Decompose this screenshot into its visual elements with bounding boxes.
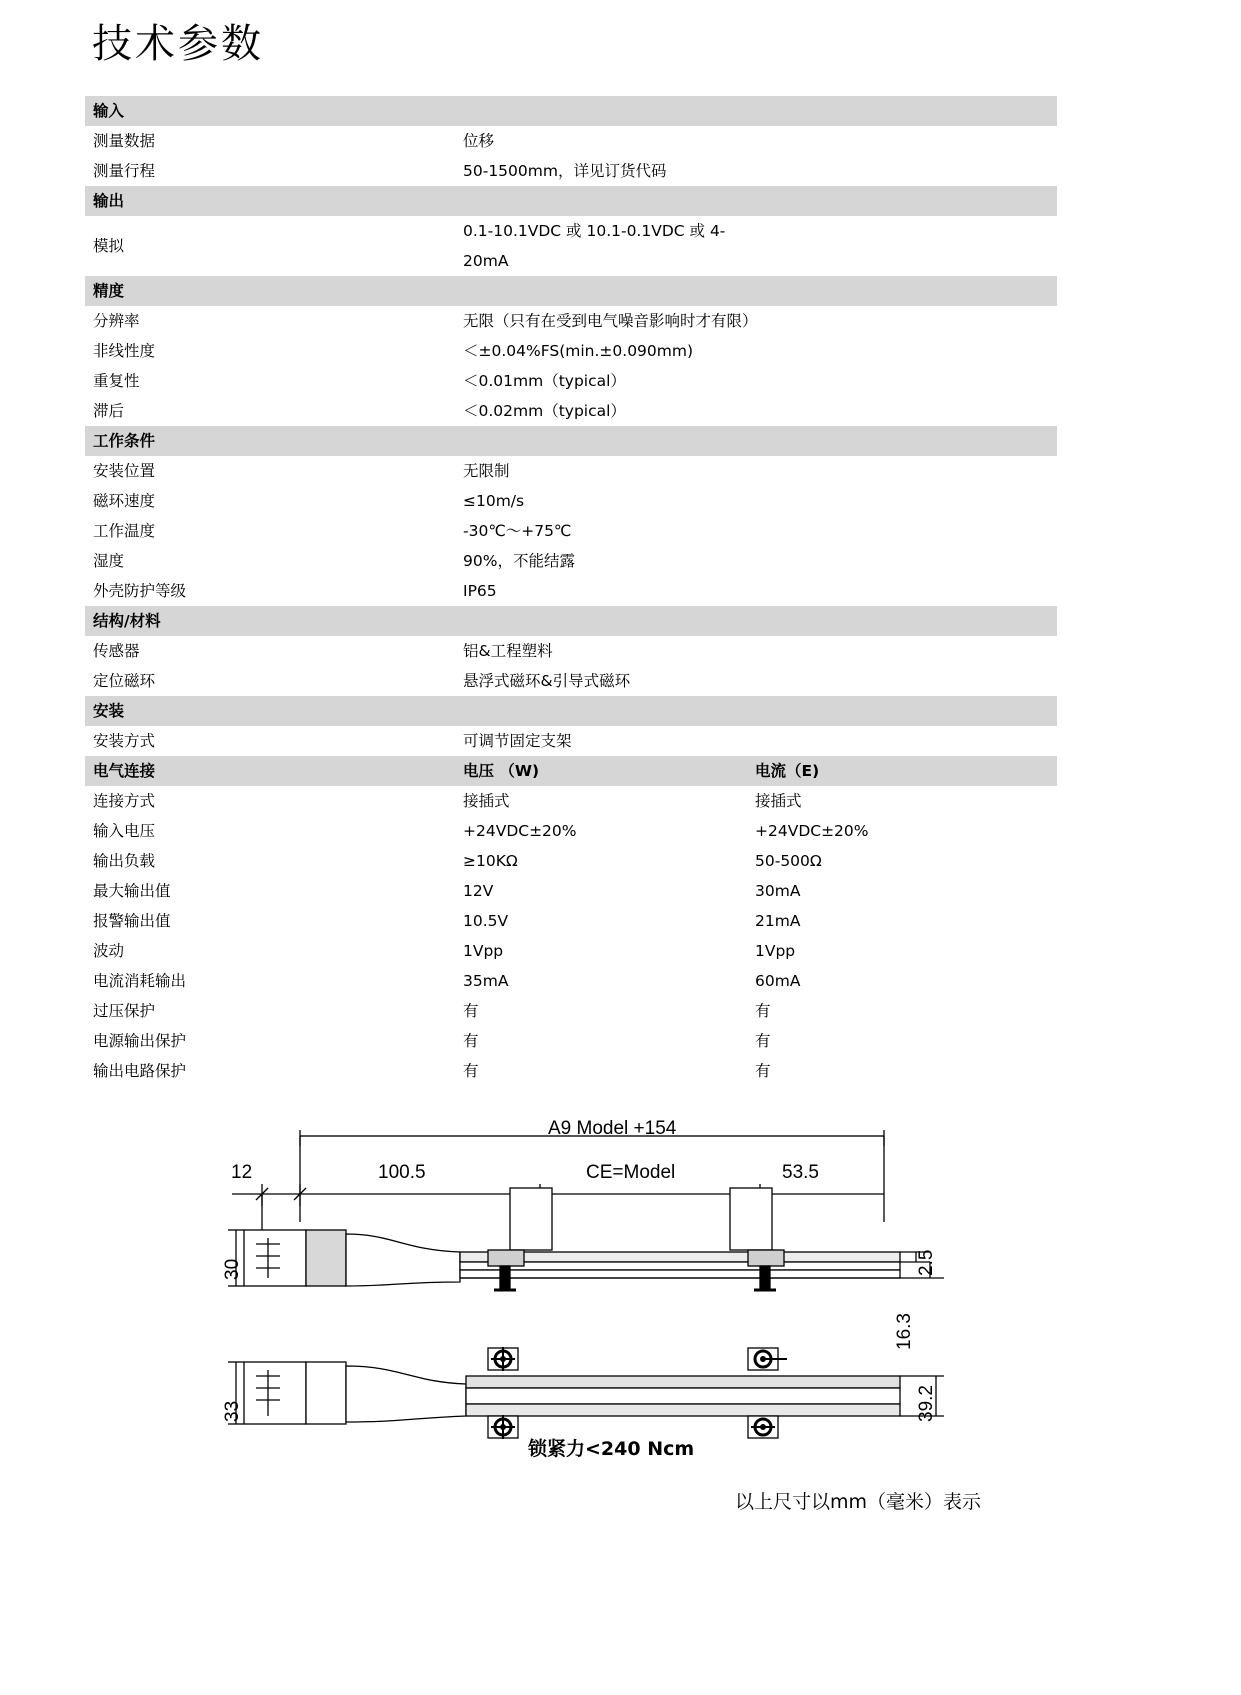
- row-value-secondary: [755, 366, 1057, 396]
- row-value-secondary: 有: [755, 1032, 771, 1050]
- technical-drawing: [0, 1110, 1241, 1530]
- row-value-primary: 可调节固定支架: [463, 732, 572, 750]
- row-value-primary: ≤10m/s: [463, 492, 525, 510]
- table-row: [85, 576, 1057, 606]
- table-row: [85, 1026, 1057, 1056]
- row-label: 测量行程: [93, 162, 156, 180]
- row-label: 连接方式: [93, 792, 156, 810]
- section-column-c-heading: [755, 186, 1057, 216]
- section-heading: 输出: [85, 186, 463, 216]
- row-label: 分辨率: [93, 312, 140, 330]
- row-value-primary: 接插式: [463, 792, 510, 810]
- table-row: [85, 366, 1057, 396]
- row-value-primary: 无限（只有在受到电气噪音影响时才有限）: [463, 312, 758, 330]
- row-value-primary: ＜0.02mm（typical）: [463, 402, 626, 420]
- row-label: 滞后: [93, 402, 125, 420]
- row-value-primary: 12V: [463, 882, 494, 900]
- dim-label-2-5: 2.5: [916, 1249, 937, 1276]
- table-row: [85, 546, 1057, 576]
- row-value-primary: 悬浮式磁环&引导式磁环: [463, 672, 631, 690]
- section-heading: 工作条件: [85, 426, 463, 456]
- table-row: [85, 666, 1057, 696]
- row-value-secondary: 60mA: [755, 972, 801, 990]
- row-value-primary: 90%，不能结露: [463, 552, 575, 570]
- row-value-primary: 无限制: [463, 462, 510, 480]
- row-label: 磁环速度: [93, 492, 156, 510]
- section-column-c-heading: [755, 696, 1057, 726]
- row-label: 波动: [93, 942, 125, 960]
- row-value-secondary: [755, 156, 1057, 186]
- section-header-row: [85, 756, 1057, 786]
- row-value-primary: 0.1-10.1VDC 或 10.1-0.1VDC 或 4-20mA: [463, 222, 726, 270]
- row-value-secondary: [755, 216, 1057, 276]
- table-row: [85, 636, 1057, 666]
- row-value-primary: 1Vpp: [463, 942, 504, 960]
- table-row: [85, 486, 1057, 516]
- row-value-secondary: [755, 636, 1057, 666]
- section-header-row: [85, 696, 1057, 726]
- section-column-c-heading: [755, 276, 1057, 306]
- row-value-primary: 有: [463, 1062, 479, 1080]
- row-value-primary: +24VDC±20%: [463, 822, 577, 840]
- row-label: 重复性: [93, 372, 140, 390]
- row-value-primary: 有: [463, 1002, 479, 1020]
- table-row: [85, 816, 1057, 846]
- section-column-b-heading: [463, 276, 755, 306]
- dim-label-ce-model: CE=Model: [586, 1162, 676, 1183]
- row-value-secondary: 接插式: [755, 792, 802, 810]
- row-label: 外壳防护等级: [93, 582, 187, 600]
- row-value-secondary: [755, 306, 1057, 336]
- table-row: [85, 156, 1057, 186]
- row-value-primary: IP65: [463, 582, 497, 600]
- table-row: [85, 516, 1057, 546]
- row-label: 安装方式: [93, 732, 156, 750]
- section-header-row: [85, 426, 1057, 456]
- row-value-primary: ≥10KΩ: [463, 852, 518, 870]
- row-value-secondary: 1Vpp: [755, 942, 796, 960]
- section-column-b-heading: [463, 186, 755, 216]
- row-value-secondary: [755, 456, 1057, 486]
- row-label: 电源输出保护: [93, 1032, 187, 1050]
- row-value-secondary: 30mA: [755, 882, 801, 900]
- section-header-row: [85, 186, 1057, 216]
- dim-label-53-5: 53.5: [782, 1162, 819, 1183]
- row-value-secondary: [755, 396, 1057, 426]
- row-label: 电流消耗输出: [93, 972, 187, 990]
- row-value-secondary: [755, 666, 1057, 696]
- section-column-c-heading: 电流（E): [755, 756, 1057, 786]
- row-value-secondary: [755, 726, 1057, 756]
- row-label: 定位磁环: [93, 672, 156, 690]
- section-column-b-heading: [463, 696, 755, 726]
- row-value-secondary: [755, 516, 1057, 546]
- row-label: 最大输出值: [93, 882, 171, 900]
- row-value-primary: ＜0.01mm（typical）: [463, 372, 626, 390]
- row-label: 输出电路保护: [93, 1062, 187, 1080]
- dim-label-39-2: 39.2: [916, 1385, 937, 1422]
- row-value-primary: 铝&工程塑料: [463, 642, 553, 660]
- row-value-secondary: [755, 126, 1057, 156]
- row-label: 安装位置: [93, 462, 156, 480]
- section-header-row: [85, 276, 1057, 306]
- dim-label-100-5: 100.5: [378, 1162, 426, 1183]
- row-value-secondary: [755, 486, 1057, 516]
- dim-label-33: 33: [222, 1400, 243, 1422]
- row-value-secondary: 21mA: [755, 912, 801, 930]
- table-row: [85, 726, 1057, 756]
- table-row: [85, 216, 1057, 276]
- section-column-c-heading: [755, 606, 1057, 636]
- table-row: [85, 876, 1057, 906]
- section-heading: 结构/材料: [85, 606, 463, 636]
- unit-note: 以上尺寸以mm（毫米）表示: [735, 1491, 982, 1513]
- row-value-primary: 35mA: [463, 972, 509, 990]
- row-value-primary: 50-1500mm，详见订货代码: [463, 162, 667, 180]
- row-value-secondary: [755, 546, 1057, 576]
- table-row: [85, 846, 1057, 876]
- section-column-c-heading: [755, 426, 1057, 456]
- table-row: [85, 396, 1057, 426]
- row-value-primary: 10.5V: [463, 912, 509, 930]
- specifications-table: [85, 96, 1057, 1086]
- section-heading: 电气连接: [85, 756, 463, 786]
- section-column-b-heading: [463, 96, 755, 126]
- row-label: 过压保护: [93, 1002, 156, 1020]
- section-header-row: [85, 606, 1057, 636]
- row-label: 报警输出值: [93, 912, 171, 930]
- row-label: 输入电压: [93, 822, 156, 840]
- row-label: 湿度: [93, 552, 125, 570]
- row-value-primary: 位移: [463, 132, 495, 150]
- row-value-secondary: +24VDC±20%: [755, 822, 869, 840]
- table-row: [85, 1056, 1057, 1086]
- section-heading: 安装: [85, 696, 463, 726]
- section-column-b-heading: [463, 606, 755, 636]
- row-label: 测量数据: [93, 132, 156, 150]
- section-heading: 输入: [85, 96, 463, 126]
- dim-label-overall: A9 Model +154: [548, 1118, 677, 1139]
- row-label: 模拟: [93, 237, 125, 255]
- row-label: 传感器: [93, 642, 140, 660]
- section-column-c-heading: [755, 96, 1057, 126]
- row-value-secondary: 有: [755, 1002, 771, 1020]
- row-value-secondary: [755, 576, 1057, 606]
- row-label: 工作温度: [93, 522, 156, 540]
- section-header-row: [85, 96, 1057, 126]
- table-row: [85, 306, 1057, 336]
- dim-label-12: 12: [231, 1162, 253, 1183]
- row-value-primary: ＜±0.04%FS(min.±0.090mm): [463, 342, 694, 360]
- row-label: 非线性度: [93, 342, 156, 360]
- row-value-primary: 有: [463, 1032, 479, 1050]
- table-row: [85, 126, 1057, 156]
- row-value-secondary: 有: [755, 1062, 771, 1080]
- section-column-b-heading: [463, 426, 755, 456]
- dim-label-30: 30: [222, 1258, 243, 1280]
- table-row: [85, 336, 1057, 366]
- row-label: 输出负载: [93, 852, 156, 870]
- row-value-secondary: 50-500Ω: [755, 852, 822, 870]
- row-value-secondary: [755, 336, 1057, 366]
- table-row: [85, 936, 1057, 966]
- section-heading: 精度: [85, 276, 463, 306]
- row-value-primary: -30℃～+75℃: [463, 522, 572, 540]
- table-row: [85, 996, 1057, 1026]
- torque-note: 锁紧力<240 Ncm: [528, 1438, 695, 1460]
- section-column-b-heading: 电压 （W): [463, 756, 755, 786]
- dim-label-16-3: 16.3: [894, 1313, 915, 1350]
- table-row: [85, 966, 1057, 996]
- table-row: [85, 786, 1057, 816]
- table-row: [85, 456, 1057, 486]
- table-row: [85, 906, 1057, 936]
- page-title: 技术参数: [92, 21, 264, 67]
